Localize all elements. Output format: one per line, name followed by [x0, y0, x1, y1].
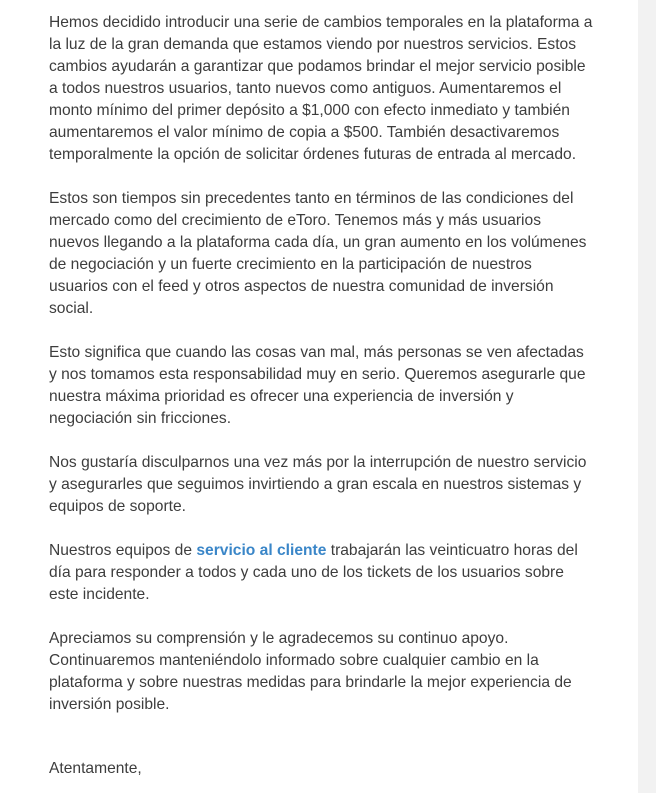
paragraph-appreciation: Apreciamos su comprensión y le agradecemos su continuo apoyo. Continuaremos manteniéndolo informado sobre cualquier cambio en la plataforma y sobre nuestras medidas para brindarle la mejor experiencia de inversión posible.: [49, 630, 572, 713]
email-body: [49, 12, 594, 793]
support-text-after: trabajarán las veinticuatro horas del día para responder a todos y cada uno de los tickets de los usuarios sobre este incidente.: [49, 542, 578, 603]
scrollbar-track[interactable]: [638, 0, 656, 793]
paragraph-temporary-changes: Hemos decidido introducir una serie de cambios temporales en la plataforma a la luz de la gran demanda que estamos viendo por nuestros servicios. Estos cambios ayudarán a garantizar que podamos brindar el mejor servicio posible a todos nuestros usuarios, tanto nuevos como antiguos. Aumentaremos el monto mínimo del primer depósito a $1,000 con efecto inmediato y también aumentaremos el valor mínimo de copia a $500. También desactivaremos temporalmente la opción de solicitar órdenes futuras de entrada al mercado.: [49, 14, 593, 163]
paragraph-apology: Nos gustaría disculparnos una vez más por la interrupción de nuestro servicio y asegurarles que seguimos invirtiendo a gran escala en nuestros sistemas y equipos de soporte.: [49, 454, 587, 515]
closing-salutation: Atentamente,: [49, 760, 142, 777]
paragraph-responsibility: Esto significa que cuando las cosas van mal, más personas se ven afectadas y nos tomamos esta responsabilidad muy en serio. Queremos asegurarle que nuestra máxima prioridad es ofrecer una experiencia de inversión y negociación sin fricciones.: [49, 344, 586, 427]
support-text-before: Nuestros equipos de: [49, 542, 197, 559]
paragraph-unprecedented-times: Estos son tiempos sin precedentes tanto en términos de las condiciones del mercado como del crecimiento de eToro. Tenemos más y más usuarios nuevos llegando a la plataforma cada día, un gran aumento en los volúmenes de negociación y un fuerte crecimiento en la participación de nuestros usuarios con el feed y otros aspectos de nuestra comunidad de inversión social.: [49, 190, 587, 317]
paragraph-support: [49, 540, 594, 606]
customer-service-link[interactable]: servicio al cliente: [196, 542, 327, 559]
